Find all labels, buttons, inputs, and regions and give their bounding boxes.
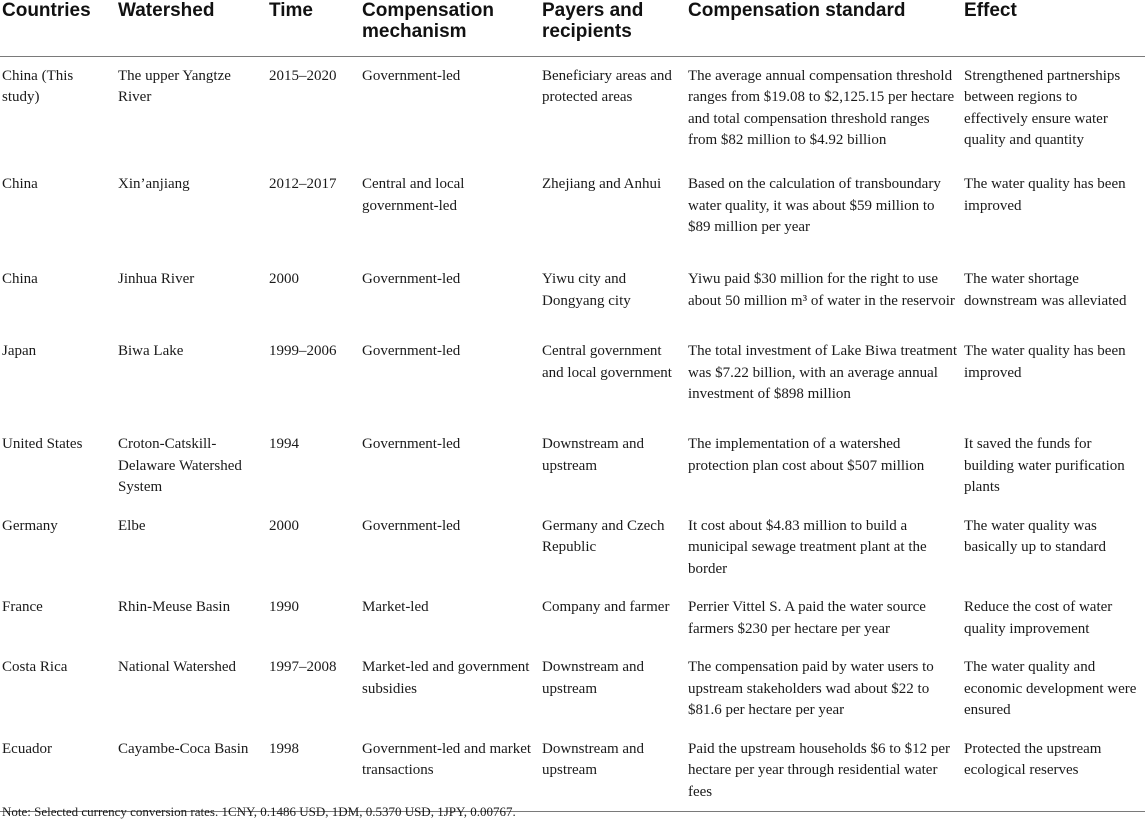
cell-watershed: Elbe [118,517,146,534]
header-compensation-standard: Compensation standard [688,0,964,56]
cell-time: 1999–2006 [269,343,337,359]
cell-standard: Paid the upstream households $6 to $12 per hectare per year through residential water fees [688,730,964,812]
cell-standard: Based on the calculation of transboundary water quality, it was about $59 million to $89 million per year [688,176,941,235]
cell-country: Germany [2,517,58,534]
cell-watershed: National Watershed [118,659,237,675]
cell-standard: The compensation paid by water users to upstream stakeholders wad about $22 to $81.6 per hectare per year [688,659,934,718]
table-row [0,332,1145,425]
cell-effect: It saved the funds for building water purification plants [964,436,1125,495]
table-footnote: Note: Selected currency conversion rates. 1CNY, 0.1486 USD, 1DM, 0.5370 USD, 1JPY, 0.00767. [2,804,516,819]
cell-payers: Downstream and upstream [542,730,688,812]
cell-time: 2000 [269,271,299,287]
cell-standard: The total investment of Lake Biwa treatment was $7.22 billion, with an average annual investment of $898 million [688,343,958,402]
cell-time: 1990 [269,599,299,615]
cell-payers: Yiwu city and Dongyang city [542,271,631,309]
cell-mechanism: Market-led and government subsidies [362,659,530,697]
cell-watershed: Cayambe-Coca Basin [118,730,269,812]
cell-effect: The water quality has been improved [964,343,1126,381]
cell-mechanism: Government-led [362,436,461,452]
cell-watershed: Jinhua River [118,271,195,287]
cell-country: China (This study) [2,67,74,105]
table-row [0,425,1145,507]
cell-effect: The water quality was basically up to standard [964,517,1107,555]
cell-mechanism: Market-led [362,599,429,615]
cell-watershed: Xin’anjiang [118,176,190,192]
table-row [0,56,1145,165]
cell-payers: Downstream and upstream [542,436,645,474]
cell-time: 1998 [269,730,362,812]
cell-country: China [2,176,38,192]
cell-country: Costa Rica [2,659,68,675]
cell-time: 2012–2017 [269,176,337,192]
cell-effect: The water shortage downstream was alleviated [964,271,1127,309]
cell-payers: Zhejiang and Anhui [542,176,662,192]
cell-effect: Strengthened partnerships between regions to effectively ensure water quality and quantity [964,67,1121,148]
header-effect: Effect [964,0,1145,56]
cell-mechanism: Government-led [362,67,461,84]
cell-payers: Germany and Czech Republic [542,517,665,555]
header-countries: Countries [0,0,118,56]
cell-effect: Protected the upstream ecological reserves [964,730,1145,812]
cell-standard: Yiwu paid $30 million for the right to use about 50 million m³ of water in the reservoir [688,271,955,309]
cell-country: Japan [2,343,37,359]
cell-watershed: Croton-Catskill-Delaware Watershed System [118,436,242,495]
cell-effect: The water quality and economic development were ensured [964,659,1137,718]
cell-mechanism: Government-led [362,343,461,359]
table-row [0,588,1145,648]
table-row [0,730,1145,812]
cell-mechanism: Central and local government-led [362,176,465,214]
cell-payers: Downstream and upstream [542,659,645,697]
cell-effect: Reduce the cost of water quality improvement [964,599,1113,637]
cell-watershed: Biwa Lake [118,343,184,359]
header-watershed: Watershed [118,0,269,56]
cell-standard: The implementation of a watershed protection plan cost about $507 million [688,436,925,474]
cell-country: China [2,271,38,287]
cell-time: 1994 [269,436,299,452]
header-time: Time [269,0,362,56]
header-compensation-mechanism: Compensation mechanism [362,0,542,56]
cell-watershed: Rhin-Meuse Basin [118,599,231,615]
cell-effect: The water quality has been improved [964,176,1126,214]
cell-country: Ecuador [0,730,118,812]
cell-payers: Company and farmer [542,599,670,615]
cell-time: 2015–2020 [269,67,337,84]
table-row [0,165,1145,260]
cell-watershed: The upper Yangtze River [118,67,231,105]
cell-mechanism: Government-led [362,517,461,534]
cell-payers: Central government and local government [542,343,672,381]
table-row [0,507,1145,589]
cell-country: France [2,599,43,615]
cell-standard: It cost about $4.83 million to build a municipal sewage treatment plant at the border [688,517,927,577]
cell-time: 2000 [269,517,299,534]
header-payers-and-recipients: Payers and recipients [542,0,688,56]
table-row [0,648,1145,730]
cell-payers: Beneficiary areas and protected areas [542,67,672,105]
cell-mechanism: Government-led and market transactions [362,730,542,812]
cell-mechanism: Government-led [362,271,461,287]
cell-country: United States [2,436,83,452]
cell-standard: Perrier Vittel S. A paid the water source farmers $230 per hectare per year [688,599,926,637]
cell-time: 1997–2008 [269,659,337,675]
header-row [0,0,1145,56]
cell-standard: The average annual compensation threshold ranges from $19.08 to $2,125.15 per hectare and total compensation threshold ranges from $82 million to $4.92 billion [688,67,955,148]
table-row [0,260,1145,332]
